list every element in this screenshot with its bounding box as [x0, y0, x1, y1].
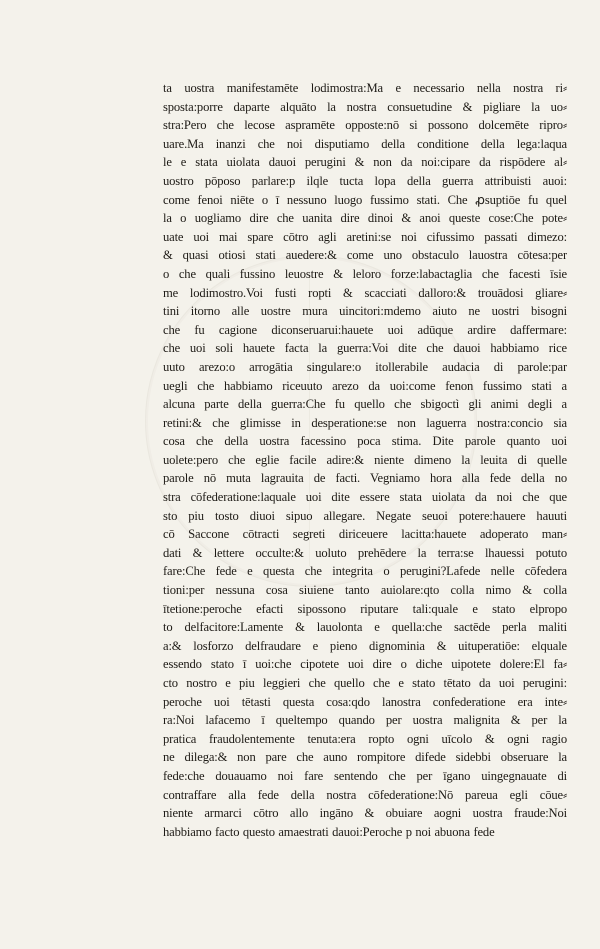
- text-line: sto piu tosto diuoi sipuo allegare. Negate seuoi poterе:hauere hauuti: [163, 508, 567, 523]
- text-line: fede:che douauamo noi fare sentendo che per īgano uingegnauate di: [163, 768, 567, 783]
- text-line: ra:Noi lafacemo ī queltempo quando per uostra malignita & per la: [163, 713, 567, 728]
- text-line: tioni:per nessuna cosa siuiene tanto auiolare:qto colla nimo & colla: [163, 583, 567, 598]
- text-line: a:& losforzo delfraudare e pieno dignominia & uituperatiōe: elquale: [163, 638, 567, 653]
- text-line: uate uoi mai spare cōtro agli aretini:se noi cifussimo passati dimezo:: [163, 229, 567, 244]
- text-line: ītetione:peroche efacti sipossono riputare tali:quale e stato elpropo: [163, 601, 567, 616]
- text-line: come fenoi niēte o ī nessuno luogo fussimo stati. Che ꝓsuptiōe fu quel: [163, 192, 567, 207]
- text-line: essendo stato ī uoi:che cipotete uoi dire o diche uipotete dolere:El fa⸗: [163, 657, 567, 672]
- text-line: le e stata uiolata dauoi perugini & non da noi:cipare da rispōdere al⸗: [163, 155, 567, 170]
- text-line: la o uogliamo dire che uanita dire dinoi & anoi queste cose:Che pote⸗: [163, 211, 567, 226]
- text-line: uuto arezo:o arrogātia singulare:o itollerabile audacia di parole:par: [163, 359, 567, 374]
- text-line: stra cōfederatione:laquale uoi dite essere stata uiolata da noi che que: [163, 490, 567, 505]
- text-line: ne dilega:& non pare che auno rompitore difede sidebbi obseruare la: [163, 750, 567, 765]
- text-line: uegli che habbiamo riceuuto arezo da uoi:come fenon fussimo stati a: [163, 378, 567, 393]
- text-line: to delfacitore:Lamente & lauolonta e quella:che sactēde perla maliti: [163, 620, 567, 635]
- text-line: contraffare alla fede della nostra cōfederatione:Nō pareua egli cōue⸗: [163, 787, 567, 802]
- text-line: dati & lettere occulte:& uoluto prehēdere la terra:se lhauessi potuto: [163, 545, 567, 560]
- text-line: habbiamo facto questo amaestrati dauoi:Peroche p noi abuona fede: [163, 824, 495, 839]
- text-line: cosa che della uostra facessino poca stima. Dite parole quanto uoi: [163, 434, 567, 449]
- text-line: cō Saccone cōtracti segreti diriceuere lacitta:hauete adoperato man⸗: [163, 527, 567, 542]
- text-line: che fu cagione diconseruarui:hauete uoi adūque ardire daffermare:: [163, 322, 567, 337]
- text-line: uostro pōposo parlare:p ilqle tucta lopa della guerra attribuisti auoi:: [163, 173, 567, 188]
- text-line: niente armarci cōtro allo ingāno & obuiare aogni uostra fraude:Noi: [163, 806, 567, 821]
- text-line: parole nō muta lagrauita de facti. Vegniamo hora alla fede della no: [163, 471, 567, 486]
- text-line: uare.Ma inanzi che noi disputiamo della conditione della lega:laqua: [163, 136, 567, 151]
- text-line: uolete:pero che eglie facile adire:& niente dimeno la leuita di quelle: [163, 452, 567, 467]
- text-block: [163, 79, 567, 841]
- text-line: alcuna parte della guerra:Che fu quello che sbigoctì gli animi degli a: [163, 397, 567, 412]
- text-line: o che quali fussino leuostre & leloro forze:labactaglia che facesti īsie: [163, 266, 567, 281]
- text-line: retini:& che glimisse in desperatione:se non laguerra nostra:concio sia: [163, 415, 567, 430]
- text-line: peroche uoi tētasti questa cosa:qdo lanostra confederatione era inte⸗: [163, 694, 567, 709]
- text-line: tini itorno alle uostre mura uincitori:mdemo aiuto ne uostri bisogni: [163, 304, 567, 319]
- text-line: stra:Pero che lecose aspramēte opposte:nō si possono dolcemēte ripro⸗: [163, 118, 567, 133]
- text-line: pratica fraudolentemente tenuta:era ropto ogni uīcolo & ogni ragio: [163, 731, 567, 746]
- text-line: cto nostro e piu leggieri che quello che e stato tētato da uoi perugini:: [163, 676, 567, 690]
- text-line: me lodimostro.Voi fusti ropti & scacciati dalloro:& trouādosi gliare⸗: [163, 285, 567, 300]
- text-line: & quasi otiosi stati auedere:& come uno obstaculo lauostra cōtesa:per: [163, 248, 567, 263]
- text-line: fare:Che fede e questa che integrita o perugini?Lafede nelle cōfedera: [163, 564, 567, 579]
- text-line: sposta:porre daparte alquāto la nostra consuetudine & pigliare la uo⸗: [163, 99, 567, 114]
- text-line: ta uostra manifestamēte lodimostra:Ma e necessario nella nostra ri⸗: [163, 81, 567, 95]
- text-line: che uoi soli hauete facta la guerra:Voi dite che dauoi habbiamo rice: [163, 341, 567, 356]
